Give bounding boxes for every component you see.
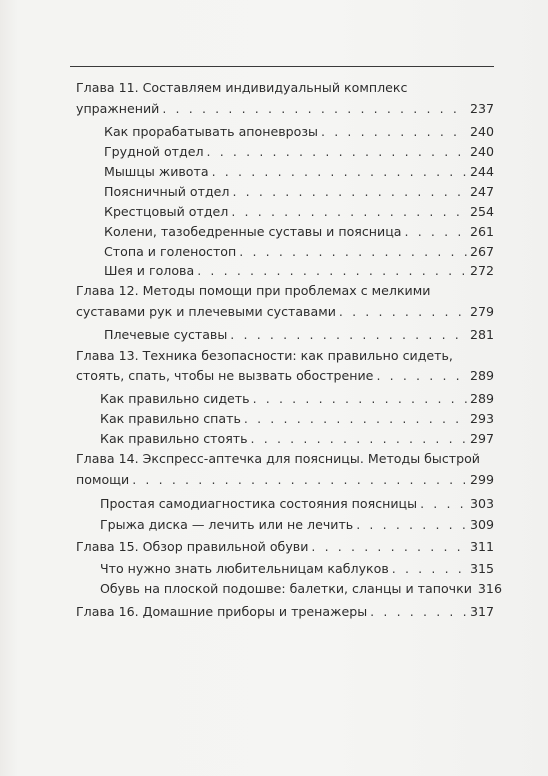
chapter-11-title-line2: упражнений [76,101,160,116]
section-label: Колени, тазобедренные суставы и поясница [104,224,402,239]
toc-section[interactable] [100,517,494,533]
toc-section[interactable] [104,244,494,260]
leader-dots [392,561,467,577]
leader-dots [230,327,467,343]
section-label: Шея и голова [104,263,195,278]
toc-section[interactable] [104,327,494,343]
leader-dots [253,391,467,407]
section-label: Крестцовый отдел [104,204,229,219]
section-page: 289 [469,391,494,406]
leader-dots [376,368,467,384]
toc-section[interactable] [104,164,494,180]
section-page: 315 [469,561,494,576]
chapter-15-page: 311 [469,539,494,554]
chapter-11-page: 237 [469,101,494,116]
chapter-14-title-line1: Глава 14. Экспресс-аптечка для поясницы. Методы быстрой [76,451,480,466]
chapter-15-entry[interactable] [76,539,494,555]
chapter-13-page: 289 [469,368,494,383]
leader-dots [251,431,467,447]
section-page: 244 [469,164,494,179]
chapter-14-title-line2: помощи [76,472,130,487]
toc-section[interactable] [100,431,494,447]
chapter-12-title-line1: Глава 12. Методы помощи при проблемах с мелкими [76,283,431,298]
toc-section[interactable] [104,263,494,279]
chapter-14-page: 299 [469,472,494,487]
leader-dots [405,224,467,240]
chapter-13-title-line2: стоять, спать, чтобы не вызвать обострение [76,368,374,383]
section-page: 267 [469,244,494,259]
section-page: 316 [477,581,502,596]
leader-dots [420,496,467,512]
chapter-16-entry[interactable] [76,604,494,620]
toc-section[interactable] [100,411,494,427]
section-label: Как правильно сидеть [100,391,250,406]
chapter-12-title-line2: суставами рук и плечевыми суставами [76,304,336,319]
toc-section[interactable] [104,204,494,220]
leader-dots [321,124,467,140]
section-page: 247 [469,184,494,199]
toc-section[interactable] [100,496,494,512]
leader-dots [370,604,467,620]
chapter-12-page: 279 [469,304,494,319]
chapter-13-title-line1: Глава 13. Техника безопасности: как правильно сидеть, [76,348,453,363]
leader-dots [244,411,467,427]
leader-dots [162,101,467,117]
toc-section[interactable] [100,581,502,597]
toc-section[interactable] [100,561,494,577]
chapter-13-entry[interactable] [76,368,494,384]
leader-dots [239,244,467,260]
toc-section[interactable] [100,391,494,407]
section-page: 293 [469,411,494,426]
section-page: 281 [469,327,494,342]
section-label: Поясничный отдел [104,184,230,199]
section-page: 254 [469,204,494,219]
section-label: Грыжа диска — лечить или не лечить [100,517,354,532]
section-label: Грудной отдел [104,144,204,159]
section-label: Как правильно спать [100,411,241,426]
section-page: 272 [469,263,494,278]
leader-dots [339,304,467,320]
toc-section[interactable] [104,124,494,140]
section-label: Простая самодиагностика состояния поясницы [100,496,418,511]
leader-dots [212,164,467,180]
leader-dots [132,472,467,488]
section-page: 240 [469,124,494,139]
section-page: 303 [469,496,494,511]
section-page: 240 [469,144,494,159]
chapter-11-entry[interactable] [76,101,494,117]
section-label: Как правильно стоять [100,431,248,446]
header-rule [70,66,494,67]
section-page: 261 [469,224,494,239]
leader-dots [231,204,467,220]
toc-section[interactable] [104,144,494,160]
section-label: Стопа и голеностоп [104,244,237,259]
chapter-12-entry[interactable] [76,304,494,320]
section-label: Обувь на плоской подошве: балетки, сланцы и тапочки [100,581,472,596]
chapter-11-title-line1: Глава 11. Составляем индивидуальный комплекс [76,80,408,95]
section-page: 297 [469,431,494,446]
toc-section[interactable] [104,224,494,240]
leader-dots [232,184,467,200]
leader-dots [356,517,467,533]
toc-section[interactable] [104,184,494,200]
section-label: Как прорабатывать апоневрозы [104,124,318,139]
section-label: Что нужно знать любительницам каблуков [100,561,389,576]
chapter-14-entry[interactable] [76,472,494,488]
leader-dots [311,539,467,555]
chapter-15-title: Глава 15. Обзор правильной обуви [76,539,309,554]
section-label: Плечевые суставы [104,327,228,342]
chapter-16-title: Глава 16. Домашние приборы и тренажеры [76,604,368,619]
section-label: Мышцы живота [104,164,209,179]
leader-dots [197,263,467,279]
chapter-16-page: 317 [469,604,494,619]
section-page: 309 [469,517,494,532]
leader-dots [207,144,467,160]
